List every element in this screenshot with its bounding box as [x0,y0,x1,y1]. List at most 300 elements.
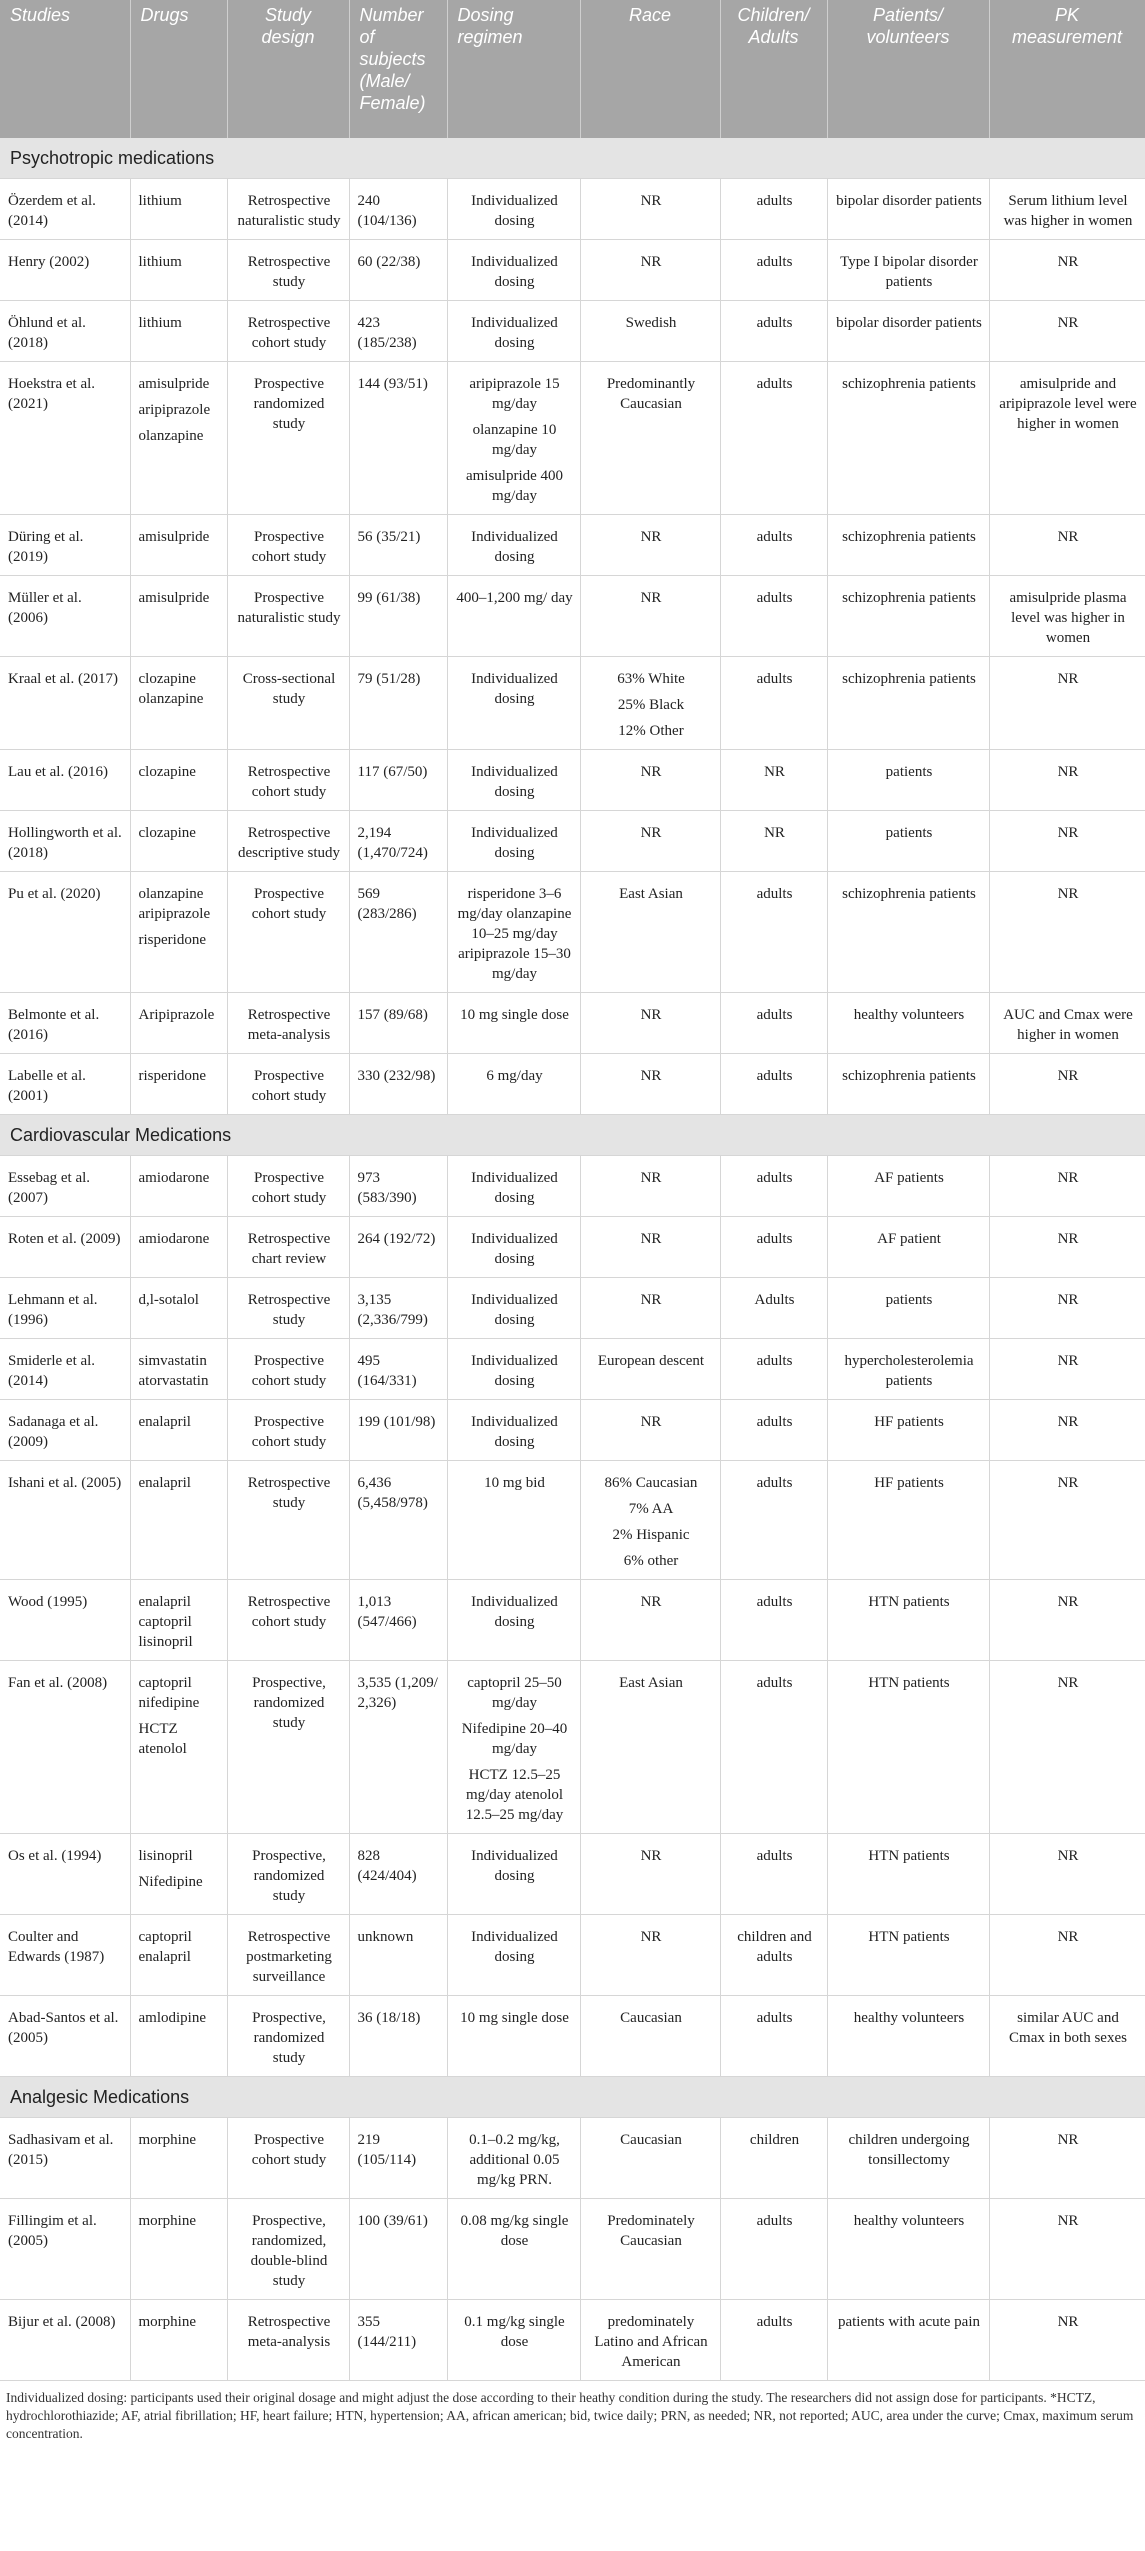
cell-patients-volunteers: bipolar disorder patients [827,179,989,240]
cell-study: Fan et al. (2008) [0,1661,130,1834]
cell-study: Düring et al. (2019) [0,515,130,576]
cell-race [580,1834,720,1915]
cell-drugs-line: d,l-sotalol [138,1292,199,1308]
cell-pk-measurement: similar AUC and Cmax in both sexes [989,1996,1145,2077]
table-row [0,1156,1145,1217]
cell-drugs [130,362,227,515]
cell-pk-measurement: NR [989,1461,1145,1580]
cell-patients-volunteers: schizophrenia patients [827,515,989,576]
cell-dosing-regimen-line: aripiprazole 15 mg/day [469,376,560,412]
cell-race [580,872,720,993]
header-row [0,0,1145,138]
cell-dosing-regimen [447,515,580,576]
cell-race-line: NR [640,1170,662,1186]
cell-patients-volunteers: patients [827,1278,989,1339]
cell-pk-measurement: Serum lithium level was higher in women [989,179,1145,240]
cell-race-line: East Asian [619,1675,683,1691]
cell-drugs [130,1580,227,1661]
cell-race-line: Predominately Caucasian [607,2213,695,2249]
cell-study-design: Retrospective meta-analysis [227,993,349,1054]
cell-dosing-regimen [447,179,580,240]
header-drugs: Drugs [130,0,227,138]
cell-drugs [130,1834,227,1915]
section-title: Psychotropic medications [0,138,1145,179]
cell-children-adults: adults [720,515,827,576]
cell-children-adults: adults [720,1461,827,1580]
cell-drugs-line: amiodarone [138,1231,210,1247]
cell-dosing-regimen [447,872,580,993]
cell-patients-volunteers: HF patients [827,1400,989,1461]
cell-dosing-regimen [447,1278,580,1339]
cell-dosing-regimen [447,993,580,1054]
cell-subjects: 60 (22/38) [349,240,447,301]
cell-study-design: Prospective cohort study [227,872,349,993]
cell-race-line: NR [640,1929,662,1945]
cell-dosing-regimen [447,362,580,515]
cell-pk-measurement: NR [989,2118,1145,2199]
cell-dosing-regimen [447,2199,580,2300]
section-header-row [0,1115,1145,1156]
cell-drugs [130,657,227,750]
cell-study: Hollingworth et al. (2018) [0,811,130,872]
cell-dosing-regimen [447,1834,580,1915]
header-studies: Studies [0,0,130,138]
table-row [0,1915,1145,1996]
table-row [0,301,1145,362]
cell-drugs [130,1217,227,1278]
cell-drugs-line: morphine [138,2132,196,2148]
cell-study-design: Prospective cohort study [227,515,349,576]
cell-race [580,1339,720,1400]
cell-study-design: Retrospective study [227,1278,349,1339]
cell-race [580,1156,720,1217]
cell-race [580,362,720,515]
cell-study: Kraal et al. (2017) [0,657,130,750]
cell-drugs-line: lithium [138,315,182,331]
cell-drugs [130,2118,227,2199]
cell-pk-measurement: NR [989,1217,1145,1278]
cell-race-line: NR [640,529,662,545]
cell-children-adults: adults [720,1339,827,1400]
cell-dosing-regimen [447,1461,580,1580]
cell-race-line: 2% Hispanic [612,1527,690,1543]
cell-race [580,1054,720,1115]
cell-drugs [130,1054,227,1115]
cell-dosing-regimen-line: Individualized dosing [471,1848,558,1884]
cell-patients-volunteers: schizophrenia patients [827,1054,989,1115]
table-footnote: Individualized dosing: participants used their original dosage and might adjust the dose according to their heathy condition during the study. The researchers did not assign dose for participants. *HCTZ, hydrochlorothiazide; AF, atrial fibrillation; HF, heart failure; HTN, hypertension; AA, african american; bid, twice daily; PRN, as needed; NR, not reported; AUC, area under the curve; Cmax, maximum serum concentration. [6,2390,1134,2441]
cell-drugs [130,2300,227,2381]
cell-patients-volunteers: patients with acute pain [827,2300,989,2381]
cell-race [580,1217,720,1278]
cell-race-line: Swedish [625,315,677,331]
cell-drugs-line: captopril enalapril [138,1929,192,1965]
cell-children-adults: adults [720,1661,827,1834]
cell-drugs-line: amisulpride [138,590,210,606]
cell-subjects: 828 (424/404) [349,1834,447,1915]
header-race: Race [580,0,720,138]
section-header-row [0,138,1145,179]
cell-pk-measurement: NR [989,240,1145,301]
cell-dosing-regimen-line: Nifedipine 20–40 mg/day [461,1721,568,1757]
table-row [0,1339,1145,1400]
cell-patients-volunteers: Type I bipolar disorder patients [827,240,989,301]
table-row [0,750,1145,811]
cell-race-line: NR [640,193,662,209]
cell-study-design: Prospective cohort study [227,1400,349,1461]
cell-race-line: NR [640,1068,662,1084]
cell-study: Coulter and Edwards (1987) [0,1915,130,1996]
cell-children-adults: adults [720,576,827,657]
table-row [0,1834,1145,1915]
cell-subjects: 36 (18/18) [349,1996,447,2077]
cell-study: Müller et al. (2006) [0,576,130,657]
cell-patients-volunteers: schizophrenia patients [827,576,989,657]
cell-pk-measurement: NR [989,1834,1145,1915]
header-pk-measurement: PK measurement [989,0,1145,138]
cell-pk-measurement: amisulpride plasma level was higher in women [989,576,1145,657]
cell-children-adults: adults [720,872,827,993]
cell-drugs [130,1461,227,1580]
cell-children-adults: NR [720,811,827,872]
table-row [0,2300,1145,2381]
cell-drugs-line: clozapine [138,825,196,841]
cell-study-design: Retrospective meta-analysis [227,2300,349,2381]
cell-dosing-regimen-line: 0.1–0.2 mg/kg, additional 0.05 mg/kg PRN. [469,2132,560,2188]
cell-drugs [130,872,227,993]
cell-dosing-regimen-line: Individualized dosing [471,1929,558,1965]
header-study-design: Study design [227,0,349,138]
table-row [0,515,1145,576]
cell-patients-volunteers: HTN patients [827,1915,989,1996]
table-row [0,1400,1145,1461]
cell-drugs [130,1661,227,1834]
cell-children-adults: adults [720,1996,827,2077]
cell-patients-volunteers: children undergoing tonsillectomy [827,2118,989,2199]
header-children-adults: Children/ Adults [720,0,827,138]
cell-pk-measurement: NR [989,1915,1145,1996]
cell-study-design: Retrospective cohort study [227,1580,349,1661]
cell-dosing-regimen-line: 0.1 mg/kg single dose [464,2314,565,2350]
cell-pk-measurement: NR [989,2300,1145,2381]
cell-pk-measurement: amisulpride and aripiprazole level were higher in women [989,362,1145,515]
cell-dosing-regimen-line: 10 mg single dose [460,2010,569,2026]
cell-pk-measurement: NR [989,657,1145,750]
table-row [0,657,1145,750]
cell-subjects: 157 (89/68) [349,993,447,1054]
cell-children-adults: adults [720,657,827,750]
cell-patients-volunteers: healthy volunteers [827,2199,989,2300]
cell-study: Abad-Santos et al. (2005) [0,1996,130,2077]
cell-dosing-regimen [447,1661,580,1834]
table-row [0,1461,1145,1580]
table-row [0,872,1145,993]
cell-pk-measurement: NR [989,750,1145,811]
cell-drugs [130,179,227,240]
cell-race-line: Caucasian [620,2010,682,2026]
cell-dosing-regimen-line: Individualized dosing [471,315,558,351]
cell-subjects: 2,194 (1,470/724) [349,811,447,872]
cell-patients-volunteers: schizophrenia patients [827,362,989,515]
cell-study: Essebag et al. (2007) [0,1156,130,1217]
table-row [0,576,1145,657]
cell-race-line: NR [640,1231,662,1247]
cell-dosing-regimen-line: Individualized dosing [471,671,558,707]
cell-children-adults: children and adults [720,1915,827,1996]
cell-dosing-regimen [447,576,580,657]
cell-dosing-regimen-line: Individualized dosing [471,1231,558,1267]
table-row [0,1054,1145,1115]
cell-subjects: 117 (67/50) [349,750,447,811]
cell-patients-volunteers: HTN patients [827,1580,989,1661]
cell-drugs-line: morphine [138,2213,196,2229]
cell-drugs-line: clozapine [138,764,196,780]
header-number-of-subjects: Number of subjects (Male/ Female) [349,0,447,138]
cell-race-line: Predominantly Caucasian [606,376,696,412]
cell-pk-measurement: NR [989,301,1145,362]
cell-race [580,2118,720,2199]
cell-drugs [130,1339,227,1400]
cell-patients-volunteers: healthy volunteers [827,1996,989,2077]
cell-drugs-line: amiodarone [138,1170,210,1186]
cell-race [580,657,720,750]
cell-race-line: predominately Latino and African American [594,2314,708,2370]
cell-dosing-regimen-line: 0.08 mg/kg single dose [460,2213,569,2249]
header-dosing-regimen: Dosing regimen [447,0,580,138]
cell-dosing-regimen [447,240,580,301]
cell-drugs-line: Nifedipine [138,1874,203,1890]
cell-pk-measurement: NR [989,811,1145,872]
cell-study-design: Retrospective cohort study [227,301,349,362]
cell-race [580,2300,720,2381]
cell-study-design: Prospective, randomized study [227,1834,349,1915]
cell-drugs [130,1156,227,1217]
cell-study-design: Prospective cohort study [227,2118,349,2199]
cell-dosing-regimen-line: olanzapine 10 mg/day [472,422,557,458]
cell-drugs-line: enalapril [138,1414,191,1430]
cell-race-line: 86% Caucasian [604,1475,698,1491]
cell-dosing-regimen-line: amisulpride 400 mg/day [465,468,564,504]
cell-drugs-line: simvastatin atorvastatin [138,1353,209,1389]
cell-children-adults: adults [720,1156,827,1217]
section-header-row [0,2077,1145,2118]
cell-pk-measurement: NR [989,1156,1145,1217]
cell-drugs [130,301,227,362]
cell-drugs-line: Aripiprazole [138,1007,215,1023]
cell-pk-measurement: NR [989,1339,1145,1400]
cell-study: Lau et al. (2016) [0,750,130,811]
cell-children-adults: adults [720,1400,827,1461]
cell-study: Henry (2002) [0,240,130,301]
cell-patients-volunteers: patients [827,811,989,872]
cell-race-line: 7% AA [628,1501,674,1517]
table-row [0,240,1145,301]
cell-pk-measurement: NR [989,1278,1145,1339]
cell-dosing-regimen-line: Individualized dosing [471,193,558,229]
cell-race-line: Caucasian [620,2132,682,2148]
cell-patients-volunteers: hypercholesterolemia patients [827,1339,989,1400]
cell-drugs-line: lisinopril [138,1848,193,1864]
cell-study-design: Retrospective postmarketing surveillance [227,1915,349,1996]
cell-race [580,1400,720,1461]
cell-study-design: Cross-sectional study [227,657,349,750]
cell-race [580,1580,720,1661]
cell-patients-volunteers: schizophrenia patients [827,657,989,750]
cell-drugs-line: captopril nifedipine [138,1675,200,1711]
cell-children-adults: adults [720,362,827,515]
cell-subjects: 355 (144/211) [349,2300,447,2381]
cell-patients-volunteers: healthy volunteers [827,993,989,1054]
cell-drugs [130,1400,227,1461]
cell-study-design: Retrospective descriptive study [227,811,349,872]
cell-subjects: 100 (39/61) [349,2199,447,2300]
cell-drugs-line: HCTZ atenolol [138,1721,187,1757]
table-row [0,2118,1145,2199]
table-row [0,179,1145,240]
cell-dosing-regimen-line: Individualized dosing [471,529,558,565]
cell-drugs-line: olanzapine [138,428,204,444]
cell-subjects: 219 (105/114) [349,2118,447,2199]
cell-race [580,1461,720,1580]
cell-subjects: 79 (51/28) [349,657,447,750]
cell-race-line: NR [640,1848,662,1864]
cell-study-design: Retrospective study [227,1461,349,1580]
cell-patients-volunteers: HF patients [827,1461,989,1580]
cell-dosing-regimen-line: Individualized dosing [471,1170,558,1206]
cell-race-line: European descent [597,1353,705,1369]
cell-subjects: unknown [349,1915,447,1996]
cell-subjects: 99 (61/38) [349,576,447,657]
cell-dosing-regimen-line: HCTZ 12.5–25 mg/day atenolol 12.5–25 mg/day [465,1767,564,1823]
cell-patients-volunteers: patients [827,750,989,811]
cell-race-line: NR [640,1594,662,1610]
cell-drugs [130,811,227,872]
table-row [0,2199,1145,2300]
cell-race-line: 6% other [623,1553,679,1569]
cell-drugs-line: morphine [138,2314,196,2330]
cell-race [580,1278,720,1339]
cell-pk-measurement: NR [989,515,1145,576]
cell-study: Smiderle et al. (2014) [0,1339,130,1400]
cell-dosing-regimen [447,1339,580,1400]
cell-children-adults: adults [720,2300,827,2381]
cell-study: Özerdem et al. (2014) [0,179,130,240]
cell-drugs-line: amisulpride [138,529,210,545]
cell-study-design: Prospective naturalistic study [227,576,349,657]
table-row [0,993,1145,1054]
cell-patients-volunteers: AF patients [827,1156,989,1217]
table-row [0,1580,1145,1661]
cell-dosing-regimen [447,1217,580,1278]
cell-drugs-line: enalapril [138,1475,191,1491]
cell-subjects: 56 (35/21) [349,515,447,576]
cell-children-adults: adults [720,1580,827,1661]
cell-dosing-regimen-line: Individualized dosing [471,1594,558,1630]
cell-race [580,515,720,576]
cell-race-line: NR [640,1007,662,1023]
cell-subjects: 330 (232/98) [349,1054,447,1115]
cell-subjects: 495 (164/331) [349,1339,447,1400]
cell-subjects: 3,135 (2,336/799) [349,1278,447,1339]
cell-dosing-regimen-line: Individualized dosing [471,1353,558,1389]
cell-children-adults: Adults [720,1278,827,1339]
cell-subjects: 264 (192/72) [349,1217,447,1278]
table-row [0,1278,1145,1339]
cell-dosing-regimen [447,1915,580,1996]
cell-children-adults: adults [720,1834,827,1915]
cell-pk-measurement: NR [989,2199,1145,2300]
table-row [0,1661,1145,1834]
cell-drugs-line: amlodipine [138,2010,206,2026]
cell-study: Belmonte et al. (2016) [0,993,130,1054]
cell-dosing-regimen-line: risperidone 3–6 mg/day olanzapine 10–25 mg/day aripiprazole 15–30 mg/day [457,886,572,982]
cell-patients-volunteers: AF patient [827,1217,989,1278]
cell-dosing-regimen [447,1054,580,1115]
cell-study: Bijur et al. (2008) [0,2300,130,2381]
cell-study-design: Prospective, randomized study [227,1661,349,1834]
table-row [0,1996,1145,2077]
cell-children-adults: adults [720,1054,827,1115]
cell-dosing-regimen [447,811,580,872]
cell-dosing-regimen-line: Individualized dosing [471,1292,558,1328]
cell-drugs [130,750,227,811]
cell-race-line: 63% White [617,671,685,687]
cell-race [580,993,720,1054]
cell-drugs [130,1996,227,2077]
cell-study-design: Prospective cohort study [227,1054,349,1115]
cell-drugs-line: amisulpride [138,376,210,392]
cell-dosing-regimen [447,1156,580,1217]
cell-children-adults: adults [720,1217,827,1278]
cell-race [580,2199,720,2300]
cell-study: Sadanaga et al. (2009) [0,1400,130,1461]
cell-study: Pu et al. (2020) [0,872,130,993]
cell-study: Roten et al. (2009) [0,1217,130,1278]
cell-race [580,301,720,362]
header-patients-volunteers: Patients/ volunteers [827,0,989,138]
cell-dosing-regimen-line: Individualized dosing [471,764,558,800]
cell-subjects: 199 (101/98) [349,1400,447,1461]
cell-pk-measurement: NR [989,872,1145,993]
cell-study-design: Retrospective cohort study [227,750,349,811]
cell-dosing-regimen-line: captopril 25–50 mg/day [467,1675,562,1711]
cell-study-design: Prospective, randomized, double-blind study [227,2199,349,2300]
cell-drugs [130,2199,227,2300]
cell-dosing-regimen [447,301,580,362]
cell-study: Fillingim et al. (2005) [0,2199,130,2300]
cell-drugs [130,240,227,301]
cell-drugs [130,515,227,576]
cell-dosing-regimen-line: 10 mg single dose [460,1007,569,1023]
cell-subjects: 569 (283/286) [349,872,447,993]
cell-race [580,811,720,872]
cell-drugs [130,1915,227,1996]
cell-study-design: Retrospective naturalistic study [227,179,349,240]
cell-race [580,240,720,301]
cell-drugs [130,1278,227,1339]
cell-dosing-regimen-line: Individualized dosing [471,1414,558,1450]
cell-study-design: Prospective randomized study [227,362,349,515]
cell-race-line: NR [640,254,662,270]
cell-patients-volunteers: HTN patients [827,1834,989,1915]
cell-race [580,179,720,240]
cell-dosing-regimen [447,1996,580,2077]
cell-race [580,1915,720,1996]
cell-children-adults: adults [720,301,827,362]
cell-children-adults: adults [720,240,827,301]
cell-race [580,1996,720,2077]
cell-dosing-regimen [447,657,580,750]
